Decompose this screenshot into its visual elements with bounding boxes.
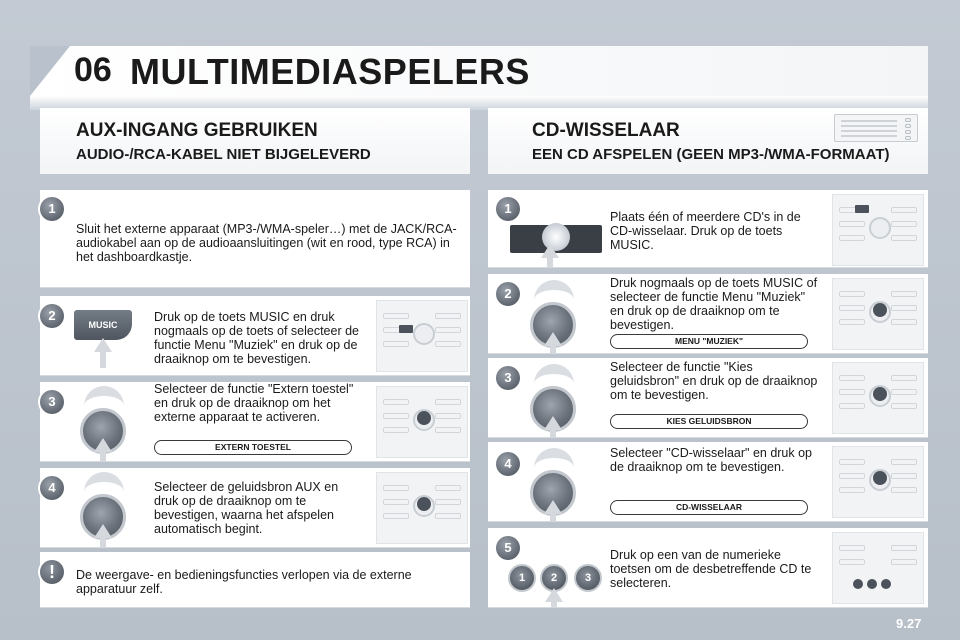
aux-step-1-text: Sluit het externe apparaat (MP3-/WMA-speler…) met de JACK/RCA-audiokabel aan op de audioaansluitingen (wit en rood, type RCA) in het dashboardkastje. (76, 222, 457, 264)
cd-step-5-text: Druk op een van de numerieke toetsen om de desbetreffende CD te selecteren. (610, 548, 812, 590)
aux-section-subtitle: AUDIO-/RCA-KABEL NIET BIJGELEVERD (76, 146, 371, 163)
chapter-title: MULTIMEDIASPELERS (130, 51, 530, 92)
cd-step-4-text: Selecteer "CD-wisselaar" en druk op de draaiknop om te bevestigen. (610, 446, 813, 474)
cd-step-1-badge: 1 (496, 197, 520, 221)
cd-step-3-text: Selecteer de functie "Kies geluidsbron" en druk op de draaiknop om te bevestigen. (610, 360, 818, 402)
radio-panel-icon (832, 362, 924, 434)
aux-step-1-badge: 1 (40, 197, 64, 221)
cd-changer-icon (834, 114, 918, 142)
up-arrow-icon (94, 438, 112, 452)
aux-step-2-badge: 2 (40, 304, 64, 328)
up-arrow-icon (94, 524, 112, 538)
aux-step-4-badge: 4 (40, 476, 64, 500)
aux-note-card (40, 552, 470, 608)
up-arrow-icon (544, 332, 562, 346)
cd-wisselaar-pill: CD-WISSELAAR (610, 500, 808, 515)
radio-panel-icon (832, 532, 924, 604)
aux-step-3-badge: 3 (40, 390, 64, 414)
aux-note-text: De weergave- en bedieningsfuncties verlopen via de externe apparatuur zelf. (76, 568, 412, 596)
cd-step-2-text: Druk nogmaals op de toets MUSIC of selecteer de functie Menu "Muziek" en druk op de draaiknop om te bevestigen. (610, 276, 818, 332)
numeric-key-2-icon: 2 (540, 564, 568, 592)
music-key-icon: MUSIC (74, 310, 132, 340)
up-arrow-icon (94, 338, 112, 352)
extern-toestel-pill: EXTERN TOESTEL (154, 440, 352, 455)
cd-section-title: CD-WISSELAAR (532, 120, 680, 141)
cd-section-header (488, 108, 928, 174)
cd-step-4-badge: 4 (496, 452, 520, 476)
up-arrow-icon (544, 500, 562, 514)
radio-panel-icon (832, 446, 924, 518)
chapter-number: 06 (74, 51, 112, 89)
numeric-key-1-icon: 1 (508, 564, 536, 592)
header-tab-corner (30, 46, 70, 96)
radio-panel-icon (376, 300, 468, 372)
up-arrow-stem (100, 350, 106, 368)
warning-icon: ! (40, 560, 64, 584)
aux-step-1-card (40, 190, 470, 288)
radio-panel-icon (376, 386, 468, 458)
cd-step-2-badge: 2 (496, 282, 520, 306)
radio-panel-icon (832, 278, 924, 350)
radio-panel-icon (376, 472, 468, 544)
aux-step-4-text: Selecteer de geluidsbron AUX en druk op de draaiknop om te bevestigen, waarna het afspelen automatisch begint. (154, 480, 339, 536)
radio-panel-icon (832, 194, 924, 266)
page-number: 9.27 (896, 616, 922, 631)
up-arrow-icon (545, 588, 563, 602)
up-arrow-icon (541, 244, 559, 258)
cd-step-1-text: Plaats één of meerdere CD's in de CD-wisselaar. Druk op de toets MUSIC. (610, 210, 801, 252)
menu-muziek-pill: MENU "MUZIEK" (610, 334, 808, 349)
cd-step-5-badge: 5 (496, 536, 520, 560)
aux-step-2-text: Druk op de toets MUSIC en druk nogmaals op de toets of selecteer de functie Menu "Muziek" en druk op de draaiknop om te bevestigen. (154, 310, 359, 366)
cd-step-3-badge: 3 (496, 366, 520, 390)
cd-section-subtitle: EEN CD AFSPELEN (GEEN MP3-/WMA-FORMAAT) (532, 146, 890, 163)
up-arrow-icon (544, 416, 562, 430)
aux-section-title: AUX-INGANG GEBRUIKEN (76, 120, 318, 141)
aux-step-3-text: Selecteer de functie "Extern toestel" en druk op de draaiknop om het externe apparaat te activeren. (154, 382, 354, 424)
aux-section-header (40, 108, 470, 174)
kies-geluidsbron-pill: KIES GELUIDSBRON (610, 414, 808, 429)
numeric-key-3-icon: 3 (574, 564, 602, 592)
